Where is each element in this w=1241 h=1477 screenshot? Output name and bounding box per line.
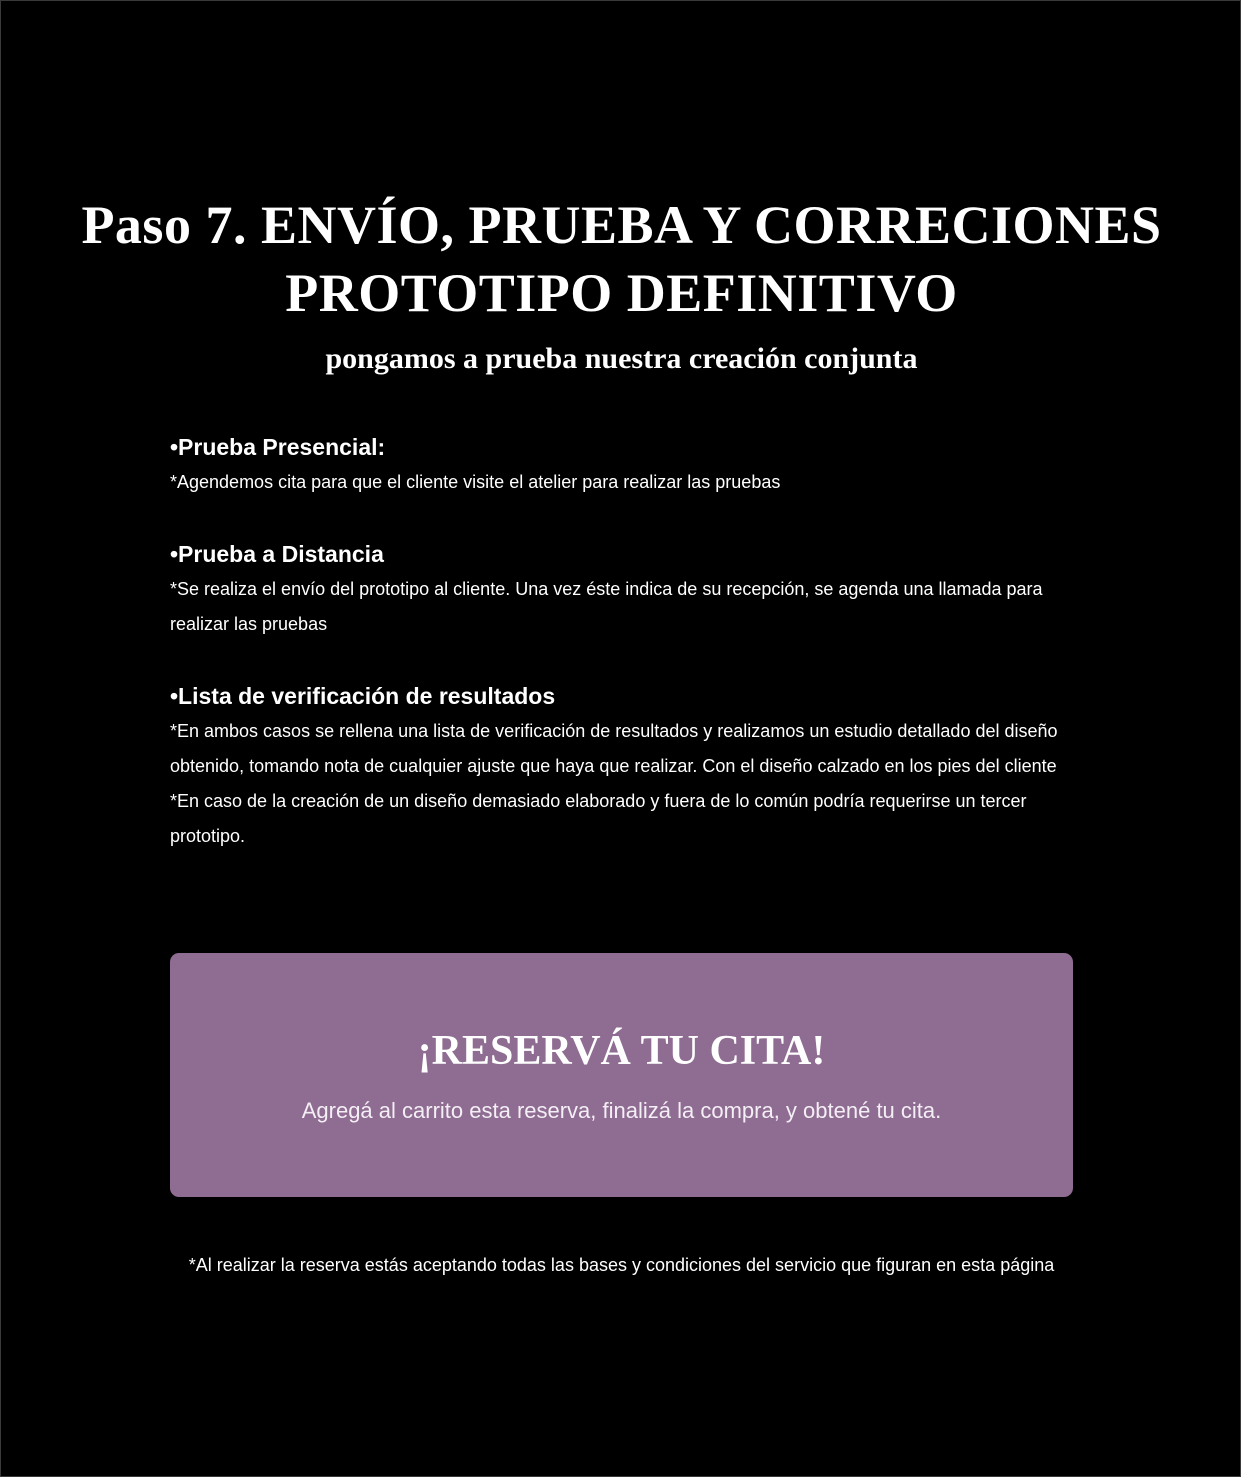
reserve-appointment-banner[interactable] — [170, 953, 1073, 1197]
section-lista-de-verificacion — [170, 678, 1060, 854]
section-text: *En ambos casos se rellena una lista de verificación de resultados y realizamos un estudio detallado del diseño obtenido, tomando nota de cualquier ajuste que haya que realizar. Con el diseño calzado en los pies del cliente — [170, 721, 1058, 776]
terms-footnote: *Al realizar la reserva estás aceptando todas las bases y condiciones del servicio que figuran en esta página — [188, 1255, 1055, 1275]
section-heading: •Prueba a Distancia — [170, 541, 384, 567]
section-heading: •Prueba Presencial: — [170, 434, 386, 460]
page-title-line-1: Paso 7. ENVÍO, PRUEBA Y CORRECIONES — [81, 195, 1162, 255]
section-text-note: *En caso de la creación de un diseño demasiado elaborado y fuera de lo común podría requerirse un tercer prototipo. — [170, 791, 1027, 846]
section-text: *Agendemos cita para que el cliente visite el atelier para realizar las pruebas — [170, 472, 781, 492]
page-title — [1, 191, 1241, 327]
page-subtitle: pongamos a prueba nuestra creación conjunta — [325, 342, 918, 375]
section-prueba-presencial — [170, 429, 1060, 500]
section-prueba-a-distancia — [170, 536, 1060, 642]
section-text: *Se realiza el envío del prototipo al cliente. Una vez éste indica de su recepción, se agenda una llamada para realizar las pruebas — [170, 579, 1043, 634]
cta-text: Agregá al carrito esta reserva, finalizá la compra, y obtené tu cita. — [301, 1098, 942, 1123]
page-title-line-2: PROTOTIPO DEFINITIVO — [285, 263, 958, 323]
steps-content — [170, 429, 1060, 854]
section-heading: •Lista de verificación de resultados — [170, 683, 556, 709]
cta-title: ¡RESERVÁ TU CITA! — [417, 1028, 826, 1074]
